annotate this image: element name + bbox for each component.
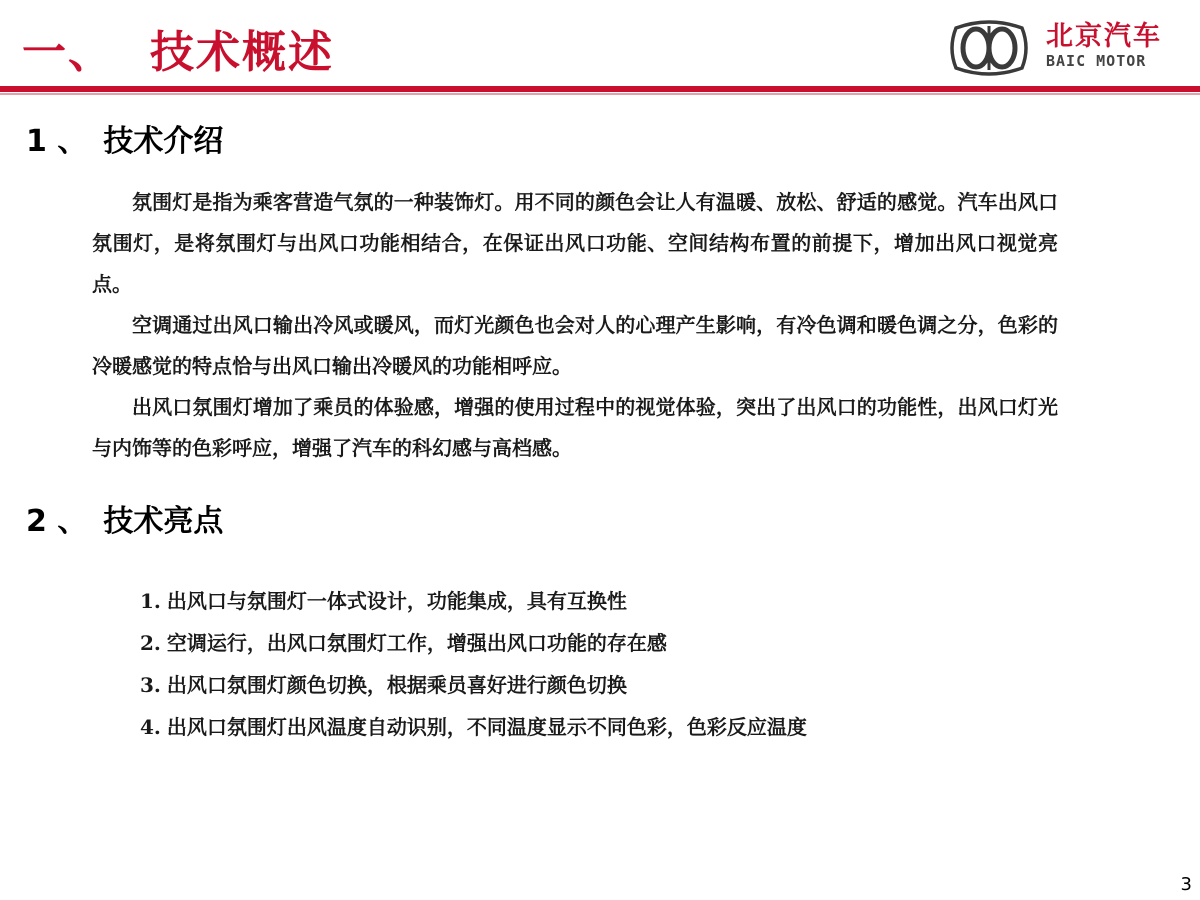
list-item-text: 空调运行，出风口氛围灯工作，增强出风口功能的存在感 xyxy=(166,631,667,655)
intro-paragraph: 出风口氛围灯增加了乘员的体验感，增强的使用过程中的视觉体验，突出了出风口的功能性，出风口灯光与内饰等的色彩呼应，增强了汽车的科幻感与高档感。 xyxy=(92,395,1058,460)
list-item-text: 出风口氛围灯出风温度自动识别，不同温度显示不同色彩，色彩反应温度 xyxy=(166,715,807,739)
header-divider-shadow xyxy=(0,93,1200,95)
highlights-list xyxy=(140,580,807,748)
list-item xyxy=(140,706,807,748)
list-item-text: 出风口与氛围灯一体式设计，功能集成，具有互换性 xyxy=(166,589,627,613)
logo-brand-chinese: 北京汽车 xyxy=(1046,21,1162,52)
list-item-index: 1. xyxy=(140,589,161,613)
logo-brand-english: BAIC MOTOR xyxy=(1046,52,1147,70)
section-number: 2 、 xyxy=(26,504,88,539)
list-item xyxy=(140,580,807,622)
list-item-index: 2. xyxy=(140,631,161,655)
list-item-text: 出风口氛围灯颜色切换，根据乘员喜好进行颜色切换 xyxy=(166,673,627,697)
section-heading-text: 技术介绍 xyxy=(103,124,224,159)
header-divider xyxy=(0,86,1200,92)
list-item-index: 4. xyxy=(140,715,161,739)
section-heading-introduction xyxy=(26,122,223,162)
baic-emblem-icon xyxy=(948,18,1030,78)
list-item xyxy=(140,664,807,706)
intro-paragraph: 氛围灯是指为乘客营造气氛的一种装饰灯。用不同的颜色会让人有温暖、放松、舒适的感觉。汽车出风口氛围灯，是将氛围灯与出风口功能相结合，在保证出风口功能、空间结构布置的前提下，增加出风口视觉亮点。 xyxy=(92,190,1058,296)
list-item-index: 3. xyxy=(140,673,161,697)
page-title xyxy=(22,18,334,88)
page-title-text: 技术概述 xyxy=(150,27,334,78)
section-number: 1 、 xyxy=(26,124,88,159)
section-heading-text: 技术亮点 xyxy=(103,504,224,539)
page-number: 3 xyxy=(1180,874,1192,895)
baic-motor-logo xyxy=(948,18,1188,78)
page-title-number: 一、 xyxy=(22,27,114,78)
list-item xyxy=(140,622,807,664)
intro-paragraph: 空调通过出风口输出冷风或暖风，而灯光颜色也会对人的心理产生影响，有冷色调和暖色调之分，色彩的冷暖感觉的特点恰与出风口输出冷暖风的功能相呼应。 xyxy=(92,313,1058,378)
introduction-body xyxy=(92,182,1058,469)
section-heading-highlights xyxy=(26,502,223,542)
